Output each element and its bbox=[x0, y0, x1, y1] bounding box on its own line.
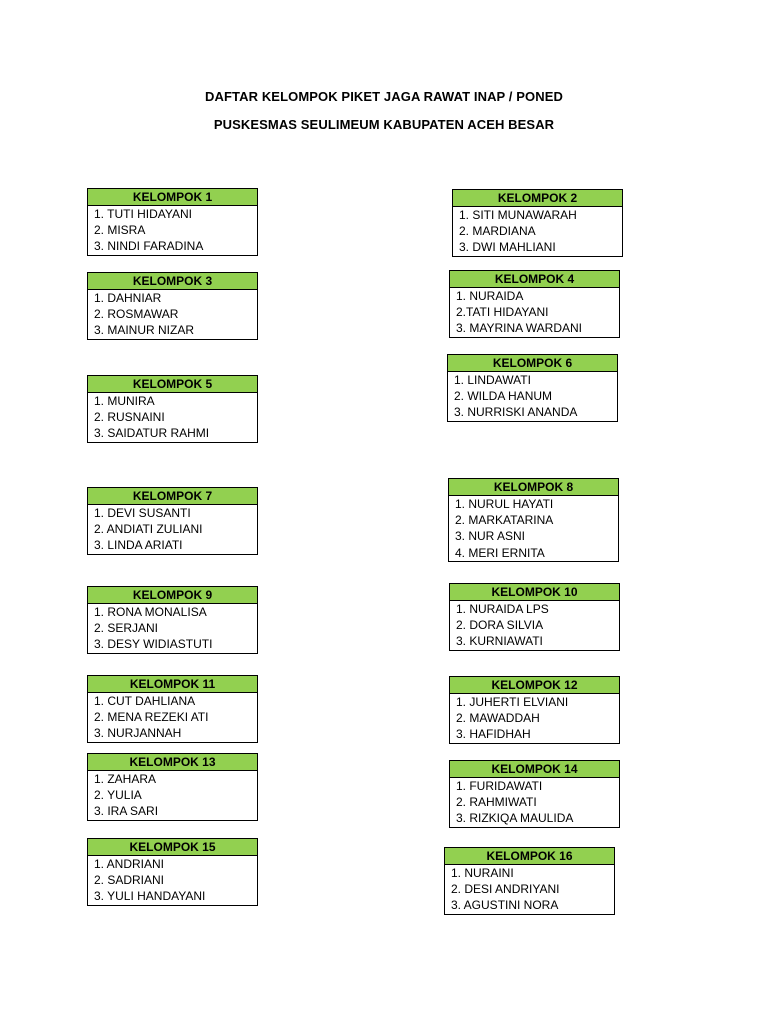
group-member: 3. SAIDATUR RAHMI bbox=[94, 426, 210, 441]
group-member: 1. JUHERTI ELVIANI bbox=[456, 695, 569, 709]
group-header: KELOMPOK 6 bbox=[448, 355, 617, 372]
group-card bbox=[444, 847, 615, 915]
group-card bbox=[449, 583, 620, 651]
group-member: 2. MARKATARINA bbox=[455, 513, 554, 528]
group-member: 2. YULIA bbox=[94, 788, 142, 803]
group-member: 2. SERJANI bbox=[94, 621, 159, 636]
group-card bbox=[87, 586, 258, 654]
group-member: 1. DEVI SUSANTI bbox=[94, 506, 191, 520]
group-member: 3. NURRISKI ANANDA bbox=[454, 405, 578, 420]
group-member: 2. DORA SILVIA bbox=[456, 618, 544, 633]
group-header: KELOMPOK 12 bbox=[450, 677, 619, 694]
group-member: 2. MARDIANA bbox=[459, 224, 536, 239]
group-header: KELOMPOK 8 bbox=[449, 479, 618, 496]
group-member: 3. NUR ASNI bbox=[455, 529, 526, 544]
group-header: KELOMPOK 4 bbox=[450, 271, 619, 288]
group-member: 3. DWI MAHLIANI bbox=[459, 240, 556, 255]
group-header: KELOMPOK 1 bbox=[88, 189, 257, 206]
group-card bbox=[452, 189, 623, 257]
group-member: 2. SADRIANI bbox=[94, 873, 165, 888]
group-header: KELOMPOK 13 bbox=[88, 754, 257, 771]
group-member: 1. FURIDAWATI bbox=[456, 779, 543, 793]
document-title: DAFTAR KELOMPOK PIKET JAGA RAWAT INAP / PONED bbox=[205, 89, 563, 104]
group-card bbox=[87, 272, 258, 340]
group-member: 3. IRA SARI bbox=[94, 804, 159, 819]
group-member: 3. HAFIDHAH bbox=[456, 727, 531, 742]
group-member: 1. NURAINI bbox=[451, 866, 514, 880]
group-card bbox=[87, 188, 258, 256]
group-header: KELOMPOK 9 bbox=[88, 587, 257, 604]
group-member: 3. MAYRINA WARDANI bbox=[456, 321, 583, 336]
group-member: 1. NURAIDA LPS bbox=[456, 602, 549, 616]
group-card bbox=[448, 478, 619, 562]
group-header: KELOMPOK 16 bbox=[445, 848, 614, 865]
group-member: 1. SITI MUNAWARAH bbox=[459, 208, 577, 222]
group-member: 3. AGUSTINI NORA bbox=[451, 898, 559, 913]
group-header: KELOMPOK 14 bbox=[450, 761, 619, 778]
group-card bbox=[87, 838, 258, 906]
group-member: 1. TUTI HIDAYANI bbox=[94, 207, 193, 221]
group-member: 1. RONA MONALISA bbox=[94, 605, 207, 619]
group-member: 1. NURUL HAYATI bbox=[455, 497, 554, 511]
group-member: 1. ANDRIANI bbox=[94, 857, 165, 871]
group-header: KELOMPOK 3 bbox=[88, 273, 257, 290]
group-member: 2. RAHMIWATI bbox=[456, 795, 537, 810]
group-card bbox=[449, 270, 620, 338]
group-member: 2. ROSMAWAR bbox=[94, 307, 179, 322]
group-member: 4. MERI ERNITA bbox=[455, 545, 545, 560]
group-member: 3. NURJANNAH bbox=[94, 726, 182, 741]
group-header: KELOMPOK 10 bbox=[450, 584, 619, 601]
group-member: 1. ZAHARA bbox=[94, 772, 157, 786]
group-card bbox=[447, 354, 618, 422]
group-member: 1. NURAIDA bbox=[456, 289, 524, 303]
document-subtitle: PUSKESMAS SEULIMEUM KABUPATEN ACEH BESAR bbox=[213, 117, 555, 132]
group-member: 3. MAINUR NIZAR bbox=[94, 323, 195, 338]
group-member: 3. KURNIAWATI bbox=[456, 634, 543, 649]
group-card bbox=[87, 753, 258, 821]
group-member: 1. DAHNIAR bbox=[94, 291, 162, 305]
group-card bbox=[449, 760, 620, 828]
group-member: 3. YULI HANDAYANI bbox=[94, 889, 206, 904]
group-header: KELOMPOK 15 bbox=[88, 839, 257, 856]
group-header: KELOMPOK 11 bbox=[88, 676, 257, 693]
group-member: 2. ANDIATI ZULIANI bbox=[94, 522, 203, 537]
group-header: KELOMPOK 7 bbox=[88, 488, 257, 505]
group-member: 3. LINDA ARIATI bbox=[94, 538, 183, 553]
group-card bbox=[87, 487, 258, 555]
group-card bbox=[87, 375, 258, 443]
group-card bbox=[87, 675, 258, 743]
group-member: 3. DESY WIDIASTUTI bbox=[94, 637, 213, 652]
group-header: KELOMPOK 2 bbox=[453, 190, 622, 207]
group-member: 1. CUT DAHLIANA bbox=[94, 694, 196, 708]
group-card bbox=[449, 676, 620, 744]
group-member: 1. MUNIRA bbox=[94, 394, 155, 408]
group-member: 2. MENA REZEKI ATI bbox=[94, 710, 209, 725]
group-member: 2. DESI ANDRIYANI bbox=[451, 882, 560, 897]
group-member: 2. MAWADDAH bbox=[456, 711, 540, 726]
group-member: 3. RIZKIQA MAULIDA bbox=[456, 811, 574, 826]
group-member: 2. RUSNAINI bbox=[94, 410, 165, 425]
group-header: KELOMPOK 5 bbox=[88, 376, 257, 393]
group-member: 2. WILDA HANUM bbox=[454, 389, 553, 404]
group-member: 1. LINDAWATI bbox=[454, 373, 531, 387]
group-member: 2. MISRA bbox=[94, 223, 146, 238]
group-member: 3. NINDI FARADINA bbox=[94, 239, 204, 254]
group-member: 2.TATI HIDAYANI bbox=[456, 305, 549, 320]
